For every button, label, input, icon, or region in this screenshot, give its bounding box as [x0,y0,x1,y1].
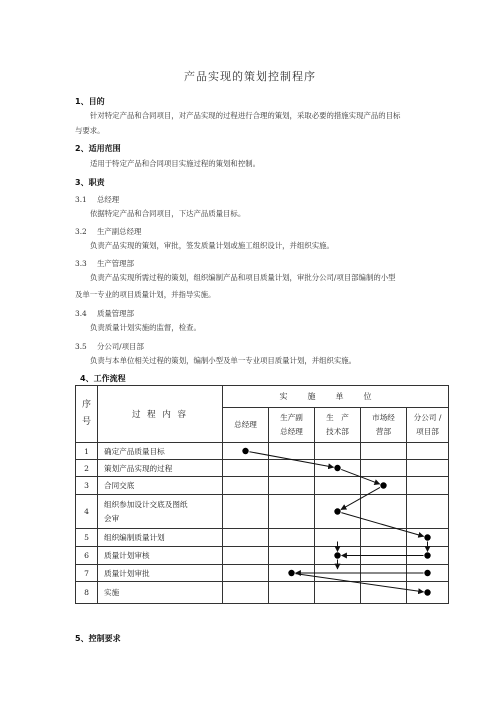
duty-3-3-text-line2: 及单一专业的项目质量计划，并指导实施。 [75,290,216,299]
duty-3-4-text: 负责质量计划实施的监督，检查。 [90,323,201,332]
table-row [76,495,449,529]
row-process: 组织编制质量计划 [98,529,223,547]
row-number: 8 [76,582,98,604]
page-title: 产品实现的策划控制程序 [184,70,316,83]
duty-number: 3.3 [75,259,87,268]
duty-3-4 [75,308,134,319]
table-row [76,529,449,547]
row-process: 实施 [98,582,223,604]
row-process: 质量计划审核 [98,547,223,565]
section-heading-duties: 3、职责 [75,178,105,187]
duty-number: 3.2 [75,227,87,236]
row-process: 合同交底 [98,477,223,495]
row-number: 4 [76,495,98,529]
duty-3-1-text: 依据特定产品和合同项目，下达产品质量目标。 [90,209,246,218]
duty-3-3-text: 负责产品实现所需过程的策划，组织编制产品和项目质量计划，审批分公司/项目部编制的小型 [90,273,396,282]
duty-role: 质量管理部 [97,309,134,318]
header-implementing-unit: 实施单位 [223,386,449,408]
workflow-table [75,385,449,604]
row-process: 组织参加设计交底及图纸 会审 [98,495,223,529]
scope-text: 适用于特定产品和合同项目实施过程的策划和控制。 [90,159,260,168]
section-heading-purpose: 1、目的 [75,97,105,106]
duty-role: 生产管理部 [97,259,134,268]
table-row [76,460,449,477]
duty-3-2 [75,226,141,237]
table-row [76,565,449,582]
duty-3-5 [75,341,144,352]
duty-number: 3.5 [75,342,87,351]
header-unit-marketing: 市场经 营部 [361,408,407,443]
row-number: 3 [76,477,98,495]
duty-number: 3.4 [75,309,87,318]
header-unit-production-vp: 生产副 总经理 [269,408,315,443]
table-row [76,477,449,495]
duty-3-3 [75,258,134,269]
section-heading-scope: 2、适用范围 [75,144,121,153]
row-number: 2 [76,460,98,477]
header-unit-production-tech: 生 产 技术部 [315,408,361,443]
purpose-text-line1: 针对特定产品和合同项目，对产品实现的过程进行合理的策划，采取必要的措施实现产品的目标 [90,111,401,120]
duty-3-1 [75,194,119,205]
row-number: 7 [76,565,98,582]
duty-role: 分公司/项目部 [97,342,144,351]
row-process: 确定产品质量目标 [98,443,223,460]
row-number: 5 [76,529,98,547]
purpose-text-line2: 与要求。 [75,126,105,135]
row-number: 6 [76,547,98,565]
row-process: 策划产品实现的过程 [98,460,223,477]
header-process: 过 程 内 容 [98,386,223,443]
row-number: 1 [76,443,98,460]
duty-role: 生产副总经理 [97,227,142,236]
table-row [76,582,449,604]
duty-3-5-text: 负责与本单位相关过程的策划，编制小型及单一专业项目质量计划，并组织实施。 [90,356,357,365]
header-seq: 序 号 [76,386,98,443]
section-heading-control: 5、控制要求 [75,634,121,643]
header-unit-branch: 分公司 / 项目部 [407,408,449,443]
duty-number: 3.1 [75,195,87,204]
duty-3-2-text: 负责产品实现的策划，审批，签发质量计划或施工组织设计，并组织实施。 [90,241,334,250]
header-unit-general-manager: 总经理 [223,408,269,443]
table-row [76,443,449,460]
section-heading-workflow: 4、工作流程 [80,374,126,383]
row-process: 质量计划审批 [98,565,223,582]
table-row [76,547,449,565]
duty-role: 总经理 [97,195,120,204]
